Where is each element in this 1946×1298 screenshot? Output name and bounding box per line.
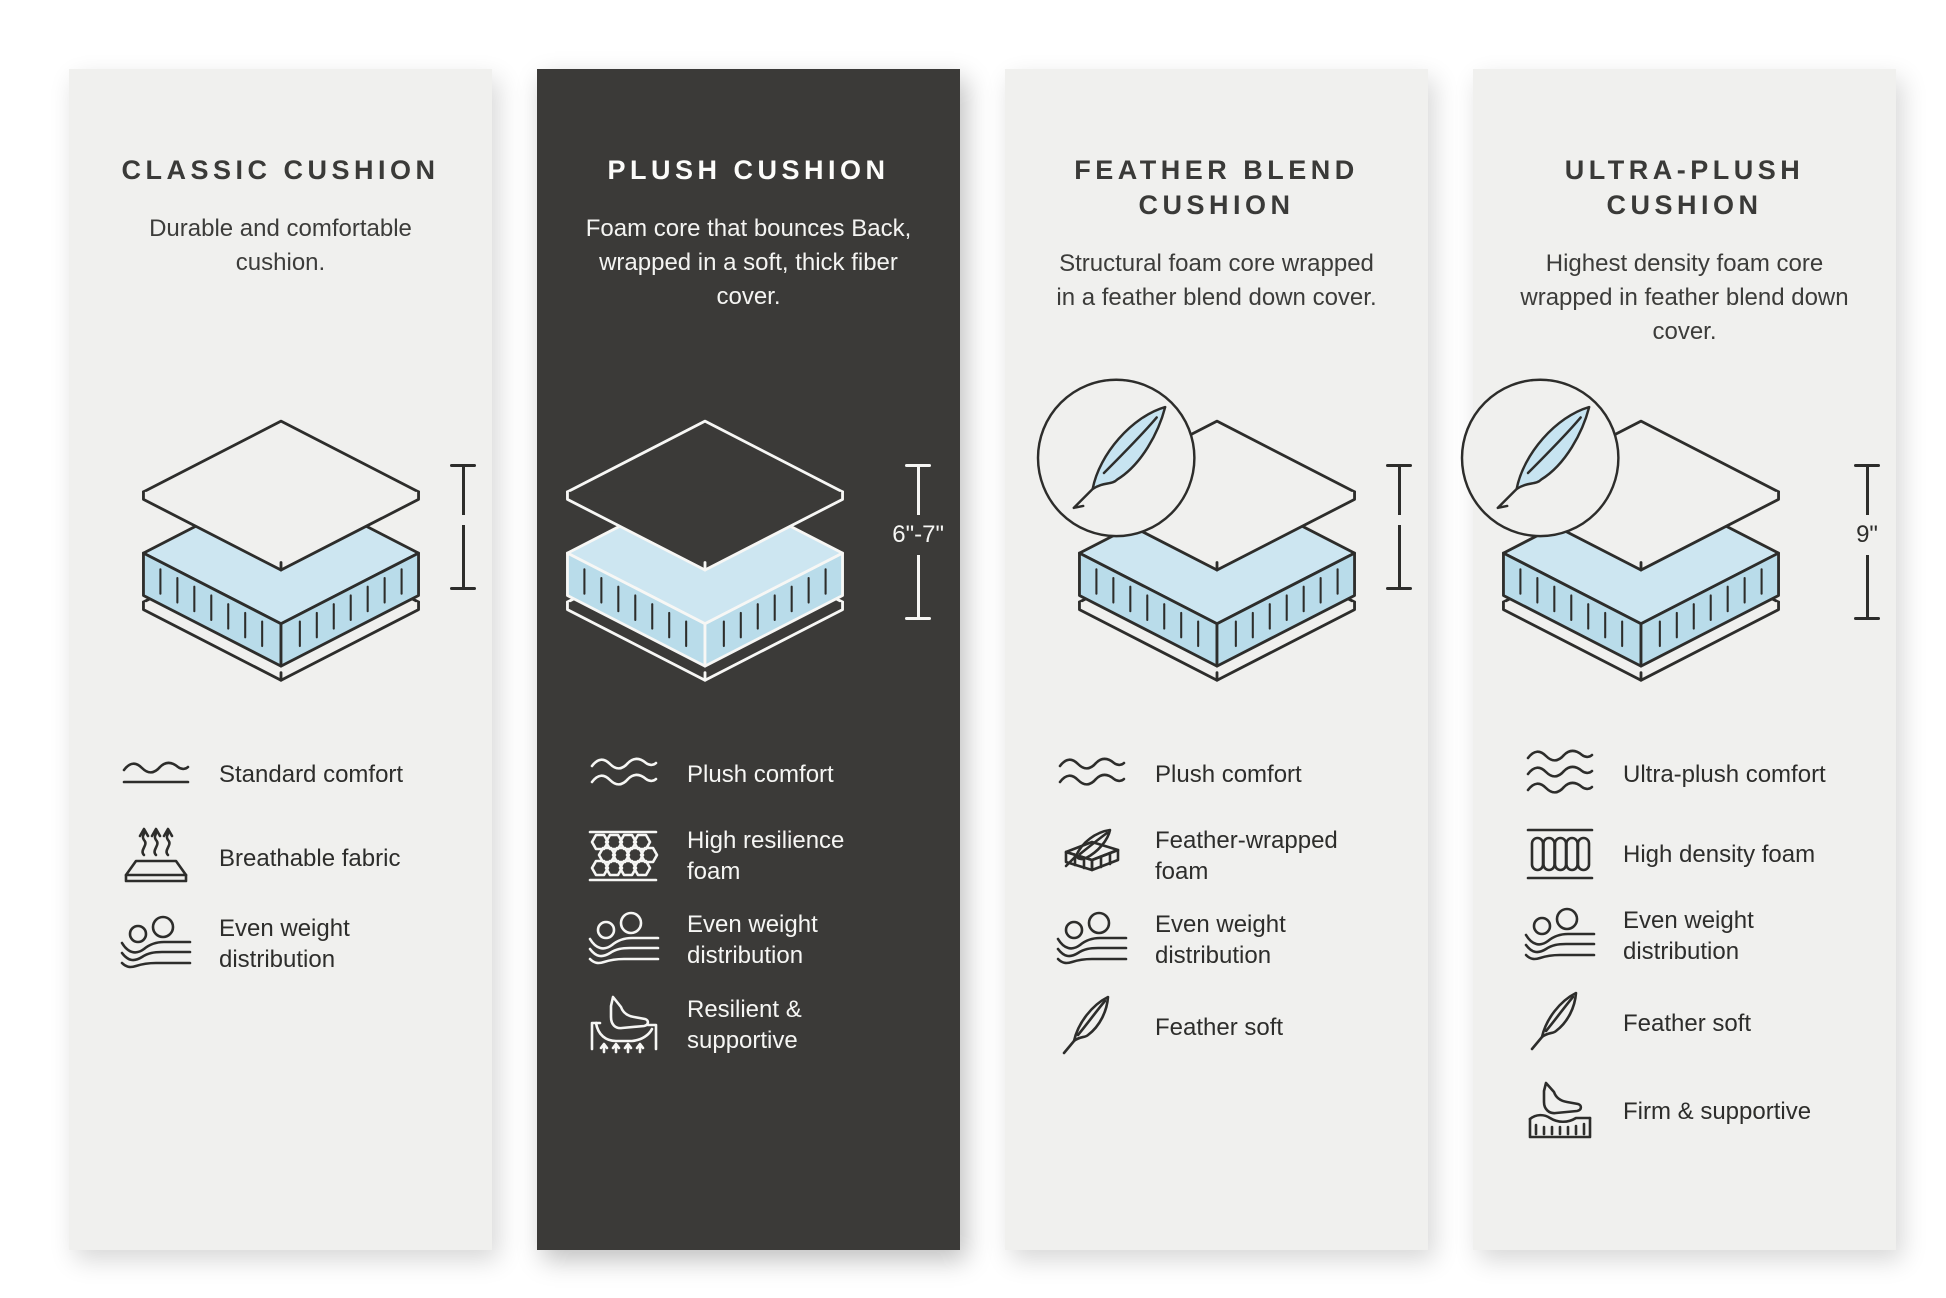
dimension-line: [1866, 555, 1869, 617]
feature-item: [585, 993, 960, 1057]
feature-item: [1521, 745, 1896, 803]
feature-list: [69, 745, 492, 997]
dimension-line: [1398, 467, 1401, 515]
dimension-cap-bottom: [1386, 587, 1412, 590]
feature-item: [585, 745, 960, 803]
feature-label: Resilient & supportive: [687, 996, 802, 1054]
feature-label: Feather soft: [1155, 1013, 1284, 1041]
ultra-plush-comfort-waves-icon: [1521, 748, 1599, 800]
cushion-layers-illustration: [537, 359, 960, 719]
height-dimension-marker: [1386, 464, 1412, 590]
feature-item: [117, 825, 492, 891]
feature-label: Ultra-plush comfort: [1623, 760, 1826, 788]
feature-label: Even weight distribution: [219, 915, 350, 973]
panel-feather-blend-cushion: [1005, 69, 1428, 1250]
feature-item: [1521, 1079, 1896, 1143]
height-dimension-marker: [450, 464, 476, 590]
panel-title: PLUSH CUSHION: [607, 155, 890, 185]
dimension-line: [462, 467, 465, 515]
cushion-layers-illustration: [69, 359, 492, 719]
height-dimension-marker: [1854, 464, 1880, 620]
feature-label: Even weight distribution: [1623, 907, 1754, 965]
feather-badge: [1038, 380, 1194, 536]
feature-label: High resilience foam: [687, 827, 845, 885]
plush-comfort-waves-icon: [1053, 754, 1131, 794]
feature-list: [537, 745, 960, 1079]
feature-item: [117, 913, 492, 975]
panel-header: [537, 69, 960, 359]
dimension-cap-bottom: [450, 587, 476, 590]
panel-header: [1473, 69, 1896, 359]
feature-item: [1521, 825, 1896, 883]
feather-wrapped-foam-icon: [1053, 826, 1131, 886]
panel-classic-cushion: [69, 69, 492, 1250]
plush-comfort-waves-icon: [585, 754, 663, 794]
feature-label: High density foam: [1623, 840, 1816, 868]
even-weight-distribution-icon: [117, 915, 195, 973]
panel-title: CLASSIC CUSHION: [121, 155, 440, 185]
feature-item: [1521, 905, 1896, 967]
feature-label: Plush comfort: [687, 760, 834, 788]
cushion-layers-illustration: [1473, 359, 1896, 719]
panel-plush-cushion: [537, 69, 960, 1250]
feather-soft-icon: [1521, 989, 1599, 1057]
dimension-line: [1398, 525, 1401, 587]
feature-list: [1005, 745, 1428, 1083]
breathable-fabric-icon: [117, 825, 195, 891]
feature-item: [1053, 745, 1428, 803]
panel-row: [69, 69, 1896, 1250]
feature-label: Feather soft: [1623, 1009, 1752, 1037]
standard-comfort-wave-icon: [117, 754, 195, 794]
feature-item: [1053, 825, 1428, 887]
feature-label: Breathable fabric: [219, 844, 401, 872]
feature-item: [1053, 993, 1428, 1061]
dimension-cap-bottom: [905, 617, 931, 620]
feature-item: [1053, 909, 1428, 971]
feature-item: [1521, 989, 1896, 1057]
feature-item: [117, 745, 492, 803]
panel-title: FEATHER BLEND CUSHION: [1074, 155, 1359, 220]
high-density-foam-icon: [1521, 826, 1599, 882]
dimension-line: [917, 467, 920, 515]
resilient-support-icon: [585, 993, 663, 1057]
even-weight-distribution-icon: [1053, 911, 1131, 969]
even-weight-distribution-icon: [1521, 907, 1599, 965]
height-dimension-label: 9": [1856, 521, 1878, 548]
feature-label: Even weight distribution: [687, 911, 818, 969]
feature-item: [585, 909, 960, 971]
dimension-line: [917, 555, 920, 617]
firm-support-icon: [1521, 1079, 1599, 1143]
cushion-layers-illustration: [1005, 359, 1428, 719]
panel-description: Highest density foam core wrapped in feather blend down cover.: [1520, 250, 1849, 345]
feature-label: Even weight distribution: [1155, 911, 1286, 969]
dimension-line: [462, 525, 465, 587]
panel-description: Foam core that bounces Back, wrapped in a soft, thick fiber cover.: [585, 215, 912, 310]
feather-soft-icon: [1053, 993, 1131, 1061]
panel-header: [1005, 69, 1428, 359]
dimension-line: [1866, 467, 1869, 515]
feature-label: Firm & supportive: [1623, 1097, 1812, 1125]
panel-description: Structural foam core wrapped in a feather blend down cover.: [1056, 250, 1377, 311]
honeycomb-foam-icon: [585, 829, 663, 883]
panel-description: Durable and comfortable cushion.: [149, 215, 412, 276]
feature-label: Standard comfort: [219, 760, 404, 788]
height-dimension-label: 6"-7": [892, 521, 944, 548]
dimension-cap-bottom: [1854, 617, 1880, 620]
feature-label: Feather-wrapped foam: [1155, 827, 1338, 885]
panel-title: ULTRA-PLUSH CUSHION: [1564, 155, 1805, 220]
feature-item: [585, 825, 960, 887]
panel-ultra-plush-cushion: [1473, 69, 1896, 1250]
even-weight-distribution-icon: [585, 911, 663, 969]
feature-list: [1473, 745, 1896, 1165]
feather-badge: [1462, 380, 1618, 536]
feature-label: Plush comfort: [1155, 760, 1302, 788]
panel-header: [69, 69, 492, 359]
height-dimension-marker: [892, 464, 944, 620]
